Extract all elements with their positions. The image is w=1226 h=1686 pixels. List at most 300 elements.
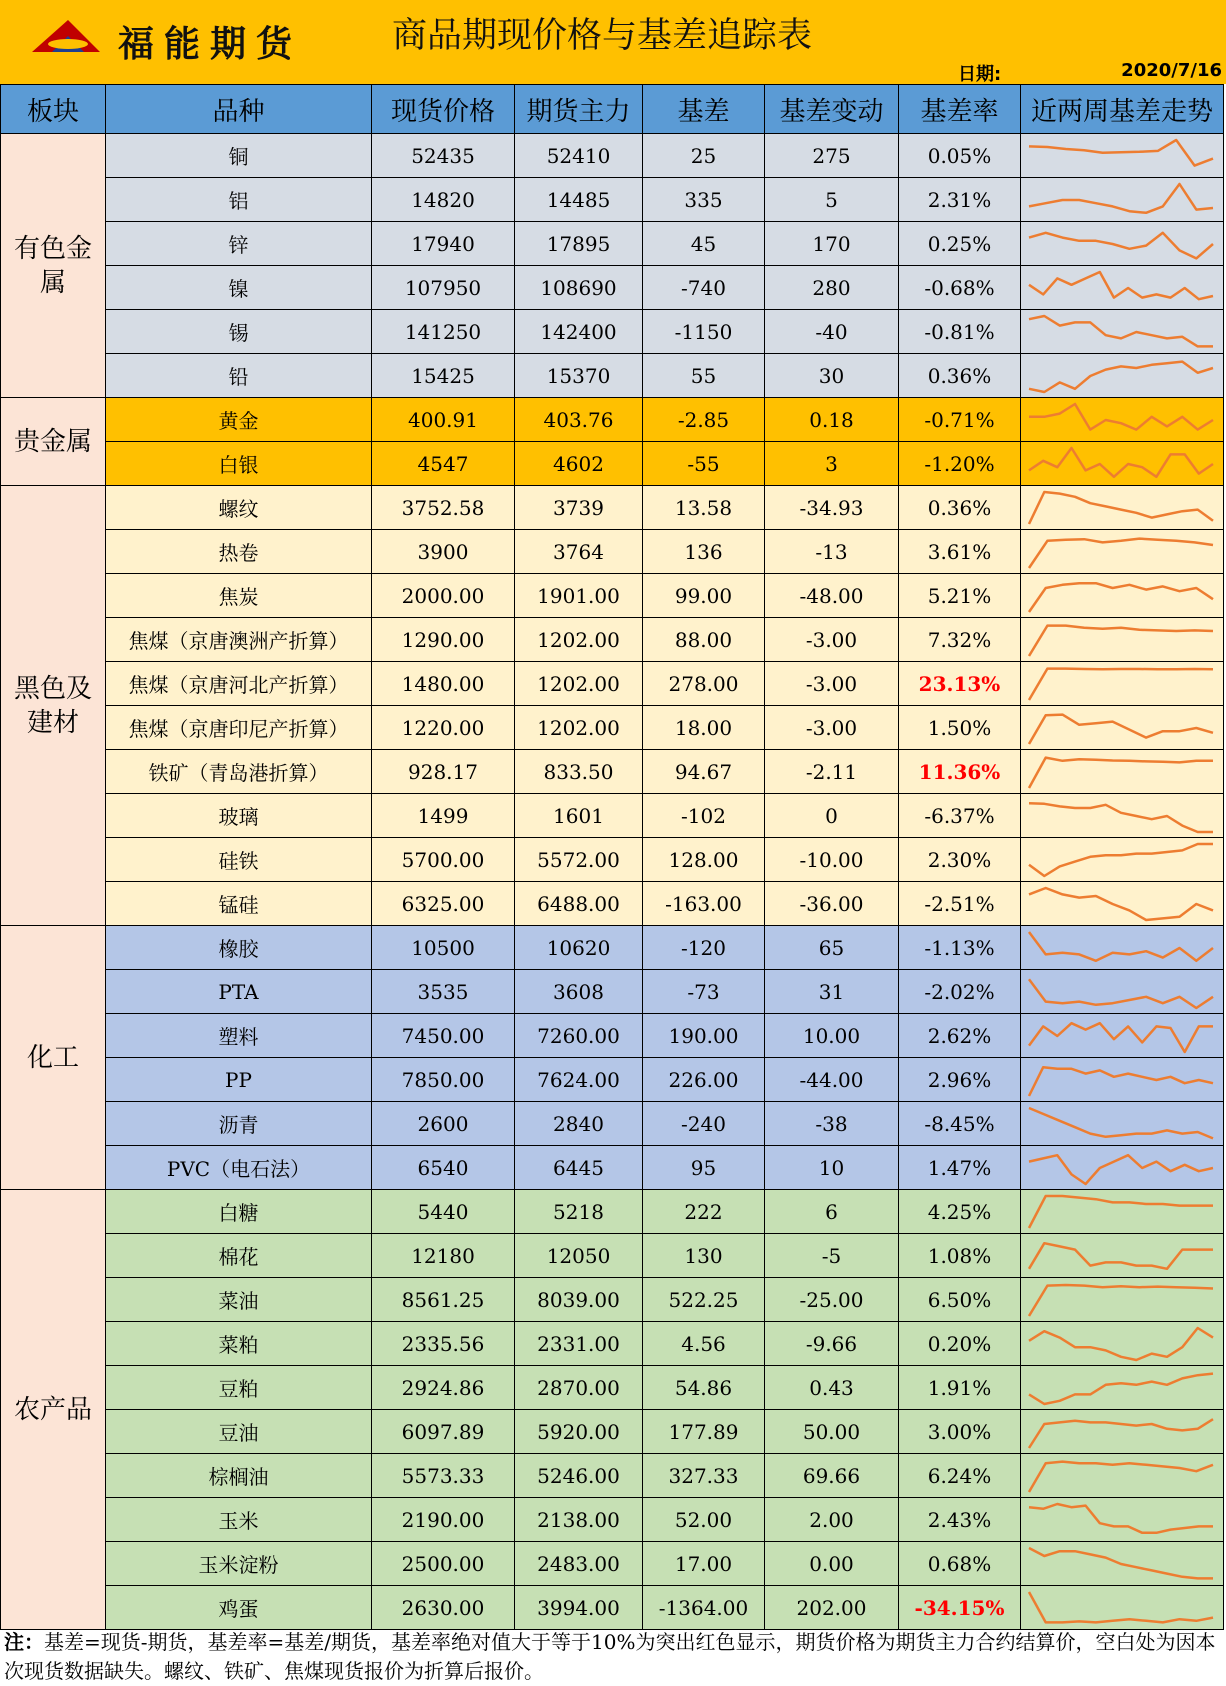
basis-rate: 0.36% bbox=[899, 354, 1021, 398]
basis-rate: 3.61% bbox=[899, 530, 1021, 574]
sparkline-series bbox=[1029, 1243, 1213, 1269]
basis-change: -38 bbox=[765, 1102, 899, 1146]
table-row bbox=[1, 1190, 1224, 1234]
table-row bbox=[1, 310, 1224, 354]
basis-trend-sparkline bbox=[1021, 1322, 1224, 1366]
table-row bbox=[1, 354, 1224, 398]
spot-price: 5573.33 bbox=[372, 1454, 515, 1498]
basis-change: 280 bbox=[765, 266, 899, 310]
commodity-name: 焦煤（京唐河北产折算） bbox=[106, 662, 372, 706]
basis-trend-sparkline bbox=[1021, 222, 1224, 266]
spot-price: 2600 bbox=[372, 1102, 515, 1146]
futures-price: 142400 bbox=[515, 310, 643, 354]
commodity-name: 硅铁 bbox=[106, 838, 372, 882]
basis-value: 522.25 bbox=[643, 1278, 765, 1322]
spot-price: 6097.89 bbox=[372, 1410, 515, 1454]
futures-price: 14485 bbox=[515, 178, 643, 222]
column-header-sector: 板块 bbox=[1, 85, 106, 134]
sector-ferrous: 黑色及建材 bbox=[1, 486, 106, 926]
table-row bbox=[1, 1366, 1224, 1410]
sparkline-series bbox=[1029, 1504, 1213, 1533]
spot-price: 3752.58 bbox=[372, 486, 515, 530]
commodity-name: 豆粕 bbox=[106, 1366, 372, 1410]
sparkline-series bbox=[1029, 404, 1213, 430]
table-row bbox=[1, 1410, 1224, 1454]
commodity-name: 镍 bbox=[106, 266, 372, 310]
sparkline-series bbox=[1029, 888, 1213, 920]
basis-rate: -34.15% bbox=[899, 1586, 1021, 1630]
table-row bbox=[1, 1014, 1224, 1058]
commodity-name: 白糖 bbox=[106, 1190, 372, 1234]
basis-rate: 2.31% bbox=[899, 178, 1021, 222]
basis-trend-sparkline bbox=[1021, 486, 1224, 530]
basis-change: -36.00 bbox=[765, 882, 899, 926]
basis-rate: -6.37% bbox=[899, 794, 1021, 838]
basis-rate: -0.71% bbox=[899, 398, 1021, 442]
commodity-name: 豆油 bbox=[106, 1410, 372, 1454]
date-label: 日期: bbox=[958, 64, 1002, 85]
commodity-name: 锰硅 bbox=[106, 882, 372, 926]
sparkline-series bbox=[1029, 232, 1213, 258]
sparkline-series bbox=[1029, 844, 1213, 876]
commodity-name: 棉花 bbox=[106, 1234, 372, 1278]
basis-rate: -0.68% bbox=[899, 266, 1021, 310]
basis-value: 335 bbox=[643, 178, 765, 222]
basis-change: 69.66 bbox=[765, 1454, 899, 1498]
commodity-name: 铁矿（青岛港折算） bbox=[106, 750, 372, 794]
spot-price: 1220.00 bbox=[372, 706, 515, 750]
basis-rate: 1.91% bbox=[899, 1366, 1021, 1410]
sparkline-series bbox=[1029, 979, 1213, 1008]
basis-change: 6 bbox=[765, 1190, 899, 1234]
futures-price: 3764 bbox=[515, 530, 643, 574]
basis-change: -48.00 bbox=[765, 574, 899, 618]
spot-price: 2000.00 bbox=[372, 574, 515, 618]
sparkline-series bbox=[1029, 932, 1213, 961]
futures-price: 2840 bbox=[515, 1102, 643, 1146]
basis-rate: 1.47% bbox=[899, 1146, 1021, 1190]
basis-trend-sparkline bbox=[1021, 574, 1224, 618]
table-row bbox=[1, 574, 1224, 618]
column-header-basis-trend: 近两周基差走势 bbox=[1021, 85, 1224, 134]
company-logo-icon bbox=[30, 14, 102, 58]
futures-price: 2483.00 bbox=[515, 1542, 643, 1586]
table-row bbox=[1, 750, 1224, 794]
basis-value: 226.00 bbox=[643, 1058, 765, 1102]
basis-rate: -8.45% bbox=[899, 1102, 1021, 1146]
basis-rate: 0.05% bbox=[899, 134, 1021, 178]
table-row bbox=[1, 662, 1224, 706]
spot-price: 3900 bbox=[372, 530, 515, 574]
table-body bbox=[1, 134, 1224, 1630]
commodity-name: 橡胶 bbox=[106, 926, 372, 970]
basis-rate: 5.21% bbox=[899, 574, 1021, 618]
table-row bbox=[1, 926, 1224, 970]
spot-price: 15425 bbox=[372, 354, 515, 398]
futures-price: 10620 bbox=[515, 926, 643, 970]
basis-value: 4.56 bbox=[643, 1322, 765, 1366]
basis-change: 0.18 bbox=[765, 398, 899, 442]
table-row bbox=[1, 1322, 1224, 1366]
spot-price: 2924.86 bbox=[372, 1366, 515, 1410]
basis-trend-sparkline bbox=[1021, 1586, 1224, 1630]
basis-trend-sparkline bbox=[1021, 1410, 1224, 1454]
basis-value: 94.67 bbox=[643, 750, 765, 794]
futures-price: 5218 bbox=[515, 1190, 643, 1234]
company-name: 福能期货 bbox=[118, 24, 303, 65]
spot-price: 5440 bbox=[372, 1190, 515, 1234]
sector-nonferrous: 有色金属 bbox=[1, 134, 106, 398]
spot-price: 6325.00 bbox=[372, 882, 515, 926]
futures-price: 3994.00 bbox=[515, 1586, 643, 1630]
basis-trend-sparkline bbox=[1021, 178, 1224, 222]
commodity-name: 玉米 bbox=[106, 1498, 372, 1542]
commodity-name: 棕榈油 bbox=[106, 1454, 372, 1498]
futures-price: 1202.00 bbox=[515, 662, 643, 706]
basis-trend-sparkline bbox=[1021, 1058, 1224, 1102]
column-header-basis-rate: 基差率 bbox=[899, 85, 1021, 134]
basis-rate: 1.50% bbox=[899, 706, 1021, 750]
commodity-name: PTA bbox=[106, 970, 372, 1014]
basis-value: -102 bbox=[643, 794, 765, 838]
futures-price: 12050 bbox=[515, 1234, 643, 1278]
commodity-name: 铅 bbox=[106, 354, 372, 398]
basis-rate: -2.51% bbox=[899, 882, 1021, 926]
spot-price: 14820 bbox=[372, 178, 515, 222]
futures-price: 15370 bbox=[515, 354, 643, 398]
basis-rate: 1.08% bbox=[899, 1234, 1021, 1278]
table-row bbox=[1, 838, 1224, 882]
sparkline-series bbox=[1029, 1023, 1213, 1052]
commodity-name: 白银 bbox=[106, 442, 372, 486]
futures-price: 2870.00 bbox=[515, 1366, 643, 1410]
sparkline-series bbox=[1029, 757, 1213, 787]
basis-value: 130 bbox=[643, 1234, 765, 1278]
basis-value: 128.00 bbox=[643, 838, 765, 882]
basis-change: -40 bbox=[765, 310, 899, 354]
futures-price: 1601 bbox=[515, 794, 643, 838]
futures-price: 7260.00 bbox=[515, 1014, 643, 1058]
column-header-spot-price: 现货价格 bbox=[372, 85, 515, 134]
basis-change: 5 bbox=[765, 178, 899, 222]
basis-change: 0.00 bbox=[765, 1542, 899, 1586]
basis-change: -9.66 bbox=[765, 1322, 899, 1366]
spot-price: 7850.00 bbox=[372, 1058, 515, 1102]
basis-rate: 7.32% bbox=[899, 618, 1021, 662]
sparkline-series bbox=[1029, 361, 1213, 391]
basis-rate: -1.20% bbox=[899, 442, 1021, 486]
sparkline-series bbox=[1029, 492, 1213, 524]
futures-price: 5572.00 bbox=[515, 838, 643, 882]
spot-price: 928.17 bbox=[372, 750, 515, 794]
basis-trend-sparkline bbox=[1021, 794, 1224, 838]
footnote-text: 基差=现货-期货，基差率=基差/期货，基差率绝对值大于等于10%为突出红色显示，期货价格为期货主力合约结算价，空白处为因本次现货数据缺失。螺纹、铁矿、焦煤现货报价为折算后报价。 bbox=[4, 1630, 1216, 1683]
basis-value: 190.00 bbox=[643, 1014, 765, 1058]
basis-trend-sparkline bbox=[1021, 134, 1224, 178]
table-row bbox=[1, 1234, 1224, 1278]
table-row bbox=[1, 882, 1224, 926]
spot-price: 6540 bbox=[372, 1146, 515, 1190]
basis-trend-sparkline bbox=[1021, 838, 1224, 882]
basis-trend-sparkline bbox=[1021, 266, 1224, 310]
table-row bbox=[1, 266, 1224, 310]
basis-trend-sparkline bbox=[1021, 1498, 1224, 1542]
table-row bbox=[1, 486, 1224, 530]
basis-rate: 0.25% bbox=[899, 222, 1021, 266]
column-header-basis: 基差 bbox=[643, 85, 765, 134]
sparkline-series bbox=[1029, 668, 1213, 699]
basis-trend-sparkline bbox=[1021, 882, 1224, 926]
column-header-commodity: 品种 bbox=[106, 85, 372, 134]
sparkline-series bbox=[1029, 1592, 1213, 1622]
sparkline-series bbox=[1029, 448, 1213, 477]
basis-trend-sparkline bbox=[1021, 1102, 1224, 1146]
basis-change: 31 bbox=[765, 970, 899, 1014]
futures-price: 1202.00 bbox=[515, 706, 643, 750]
table-row bbox=[1, 618, 1224, 662]
futures-price: 2138.00 bbox=[515, 1498, 643, 1542]
basis-trend-sparkline bbox=[1021, 530, 1224, 574]
basis-value: 99.00 bbox=[643, 574, 765, 618]
basis-rate: 0.20% bbox=[899, 1322, 1021, 1366]
basis-change: -10.00 bbox=[765, 838, 899, 882]
spot-price: 52435 bbox=[372, 134, 515, 178]
basis-table bbox=[0, 84, 1224, 1630]
sparkline-series bbox=[1029, 1461, 1213, 1491]
spot-price: 1290.00 bbox=[372, 618, 515, 662]
spot-price: 12180 bbox=[372, 1234, 515, 1278]
footnote-label: 注： bbox=[4, 1630, 44, 1654]
sparkline-series bbox=[1029, 1108, 1213, 1138]
basis-value: 136 bbox=[643, 530, 765, 574]
commodity-name: 沥青 bbox=[106, 1102, 372, 1146]
basis-change: 275 bbox=[765, 134, 899, 178]
column-header-futures-main: 期货主力 bbox=[515, 85, 643, 134]
spot-price: 107950 bbox=[372, 266, 515, 310]
basis-trend-sparkline bbox=[1021, 1014, 1224, 1058]
basis-value: -740 bbox=[643, 266, 765, 310]
table-row bbox=[1, 1586, 1224, 1630]
table-row bbox=[1, 1498, 1224, 1542]
table-row bbox=[1, 530, 1224, 574]
report-header bbox=[0, 0, 1226, 84]
sector-chemical: 化工 bbox=[1, 926, 106, 1190]
basis-trend-sparkline bbox=[1021, 1454, 1224, 1498]
column-header-row bbox=[1, 85, 1224, 134]
table-row bbox=[1, 794, 1224, 838]
basis-change: 202.00 bbox=[765, 1586, 899, 1630]
basis-rate: 6.24% bbox=[899, 1454, 1021, 1498]
basis-value: 177.89 bbox=[643, 1410, 765, 1454]
sparkline-series bbox=[1029, 1419, 1213, 1448]
basis-value: 25 bbox=[643, 134, 765, 178]
futures-price: 1202.00 bbox=[515, 618, 643, 662]
commodity-name: 锡 bbox=[106, 310, 372, 354]
futures-price: 7624.00 bbox=[515, 1058, 643, 1102]
sparkline-series bbox=[1029, 1155, 1213, 1184]
basis-rate: 11.36% bbox=[899, 750, 1021, 794]
sparkline-series bbox=[1029, 140, 1213, 166]
spot-price: 1480.00 bbox=[372, 662, 515, 706]
futures-price: 403.76 bbox=[515, 398, 643, 442]
commodity-name: 焦煤（京唐澳洲产折算） bbox=[106, 618, 372, 662]
commodity-name: 铝 bbox=[106, 178, 372, 222]
basis-change: 2.00 bbox=[765, 1498, 899, 1542]
table-row bbox=[1, 178, 1224, 222]
footnote bbox=[4, 1628, 1222, 1686]
basis-value: 45 bbox=[643, 222, 765, 266]
sparkline-series bbox=[1029, 1328, 1213, 1360]
basis-change: -5 bbox=[765, 1234, 899, 1278]
table-row bbox=[1, 398, 1224, 442]
commodity-name: 焦煤（京唐印尼产折算） bbox=[106, 706, 372, 750]
sparkline-series bbox=[1029, 625, 1213, 655]
spot-price: 2630.00 bbox=[372, 1586, 515, 1630]
basis-change: -25.00 bbox=[765, 1278, 899, 1322]
spot-price: 400.91 bbox=[372, 398, 515, 442]
basis-trend-sparkline bbox=[1021, 1542, 1224, 1586]
basis-change: -34.93 bbox=[765, 486, 899, 530]
basis-value: 95 bbox=[643, 1146, 765, 1190]
basis-rate: 2.30% bbox=[899, 838, 1021, 882]
futures-price: 17895 bbox=[515, 222, 643, 266]
basis-value: 88.00 bbox=[643, 618, 765, 662]
basis-trend-sparkline bbox=[1021, 1234, 1224, 1278]
basis-change: 50.00 bbox=[765, 1410, 899, 1454]
table-row bbox=[1, 1542, 1224, 1586]
basis-trend-sparkline bbox=[1021, 1278, 1224, 1322]
basis-value: -1364.00 bbox=[643, 1586, 765, 1630]
commodity-name: 黄金 bbox=[106, 398, 372, 442]
page-title: 商品期现价格与基差追踪表 bbox=[392, 16, 813, 56]
futures-price: 8039.00 bbox=[515, 1278, 643, 1322]
basis-trend-sparkline bbox=[1021, 662, 1224, 706]
basis-trend-sparkline bbox=[1021, 398, 1224, 442]
table-row bbox=[1, 1278, 1224, 1322]
basis-change: 10 bbox=[765, 1146, 899, 1190]
basis-change: -3.00 bbox=[765, 662, 899, 706]
futures-price: 6488.00 bbox=[515, 882, 643, 926]
basis-trend-sparkline bbox=[1021, 750, 1224, 794]
basis-rate: 23.13% bbox=[899, 662, 1021, 706]
futures-price: 5246.00 bbox=[515, 1454, 643, 1498]
commodity-name: 螺纹 bbox=[106, 486, 372, 530]
basis-change: 3 bbox=[765, 442, 899, 486]
basis-rate: 2.96% bbox=[899, 1058, 1021, 1102]
table-row bbox=[1, 706, 1224, 750]
commodity-name: PP bbox=[106, 1058, 372, 1102]
basis-change: -3.00 bbox=[765, 618, 899, 662]
table-row bbox=[1, 1454, 1224, 1498]
basis-trend-sparkline bbox=[1021, 618, 1224, 662]
commodity-name: 塑料 bbox=[106, 1014, 372, 1058]
basis-change: -44.00 bbox=[765, 1058, 899, 1102]
basis-change: -3.00 bbox=[765, 706, 899, 750]
table-row bbox=[1, 222, 1224, 266]
futures-price: 3739 bbox=[515, 486, 643, 530]
sparkline-series bbox=[1029, 1373, 1213, 1403]
futures-price: 833.50 bbox=[515, 750, 643, 794]
basis-value: 327.33 bbox=[643, 1454, 765, 1498]
basis-change: 0.43 bbox=[765, 1366, 899, 1410]
basis-value: 278.00 bbox=[643, 662, 765, 706]
table-row bbox=[1, 1102, 1224, 1146]
commodity-name: 玉米淀粉 bbox=[106, 1542, 372, 1586]
basis-change: 65 bbox=[765, 926, 899, 970]
basis-rate: 0.36% bbox=[899, 486, 1021, 530]
basis-change: -13 bbox=[765, 530, 899, 574]
sparkline-series bbox=[1029, 1067, 1213, 1096]
spot-price: 3535 bbox=[372, 970, 515, 1014]
basis-value: 13.58 bbox=[643, 486, 765, 530]
commodity-name: 锌 bbox=[106, 222, 372, 266]
sector-agri: 农产品 bbox=[1, 1190, 106, 1630]
basis-trend-sparkline bbox=[1021, 310, 1224, 354]
sparkline-series bbox=[1029, 538, 1213, 567]
futures-price: 108690 bbox=[515, 266, 643, 310]
basis-change: -2.11 bbox=[765, 750, 899, 794]
spot-price: 2190.00 bbox=[372, 1498, 515, 1542]
sparkline-series bbox=[1029, 1548, 1213, 1578]
sparkline-series bbox=[1029, 272, 1213, 299]
basis-change: 0 bbox=[765, 794, 899, 838]
spot-price: 5700.00 bbox=[372, 838, 515, 882]
basis-value: -73 bbox=[643, 970, 765, 1014]
basis-rate: 3.00% bbox=[899, 1410, 1021, 1454]
basis-trend-sparkline bbox=[1021, 926, 1224, 970]
basis-value: 17.00 bbox=[643, 1542, 765, 1586]
table-row bbox=[1, 1146, 1224, 1190]
basis-value: -120 bbox=[643, 926, 765, 970]
basis-value: -1150 bbox=[643, 310, 765, 354]
basis-change: 30 bbox=[765, 354, 899, 398]
table-row bbox=[1, 1058, 1224, 1102]
commodity-name: 铜 bbox=[106, 134, 372, 178]
commodity-name: 玻璃 bbox=[106, 794, 372, 838]
basis-trend-sparkline bbox=[1021, 354, 1224, 398]
table-row bbox=[1, 442, 1224, 486]
table-row bbox=[1, 970, 1224, 1014]
table-row bbox=[1, 134, 1224, 178]
basis-rate: -1.13% bbox=[899, 926, 1021, 970]
basis-trend-sparkline bbox=[1021, 1146, 1224, 1190]
basis-rate: 6.50% bbox=[899, 1278, 1021, 1322]
basis-change: 170 bbox=[765, 222, 899, 266]
basis-value: -2.85 bbox=[643, 398, 765, 442]
report-date: 2020/7/16 bbox=[1121, 60, 1222, 81]
basis-rate: -2.02% bbox=[899, 970, 1021, 1014]
sparkline-series bbox=[1029, 803, 1213, 832]
commodity-name: 菜粕 bbox=[106, 1322, 372, 1366]
basis-value: 52.00 bbox=[643, 1498, 765, 1542]
spot-price: 7450.00 bbox=[372, 1014, 515, 1058]
sparkline-series bbox=[1029, 714, 1213, 743]
futures-price: 52410 bbox=[515, 134, 643, 178]
spot-price: 2500.00 bbox=[372, 1542, 515, 1586]
sparkline-series bbox=[1029, 1196, 1213, 1228]
spot-price: 17940 bbox=[372, 222, 515, 266]
futures-price: 3608 bbox=[515, 970, 643, 1014]
sparkline-series bbox=[1029, 583, 1213, 612]
futures-price: 5920.00 bbox=[515, 1410, 643, 1454]
spot-price: 1499 bbox=[372, 794, 515, 838]
basis-rate: 2.62% bbox=[899, 1014, 1021, 1058]
basis-value: 222 bbox=[643, 1190, 765, 1234]
sparkline-series bbox=[1029, 1285, 1213, 1316]
basis-trend-sparkline bbox=[1021, 442, 1224, 486]
spot-price: 141250 bbox=[372, 310, 515, 354]
sparkline-series bbox=[1029, 184, 1213, 213]
